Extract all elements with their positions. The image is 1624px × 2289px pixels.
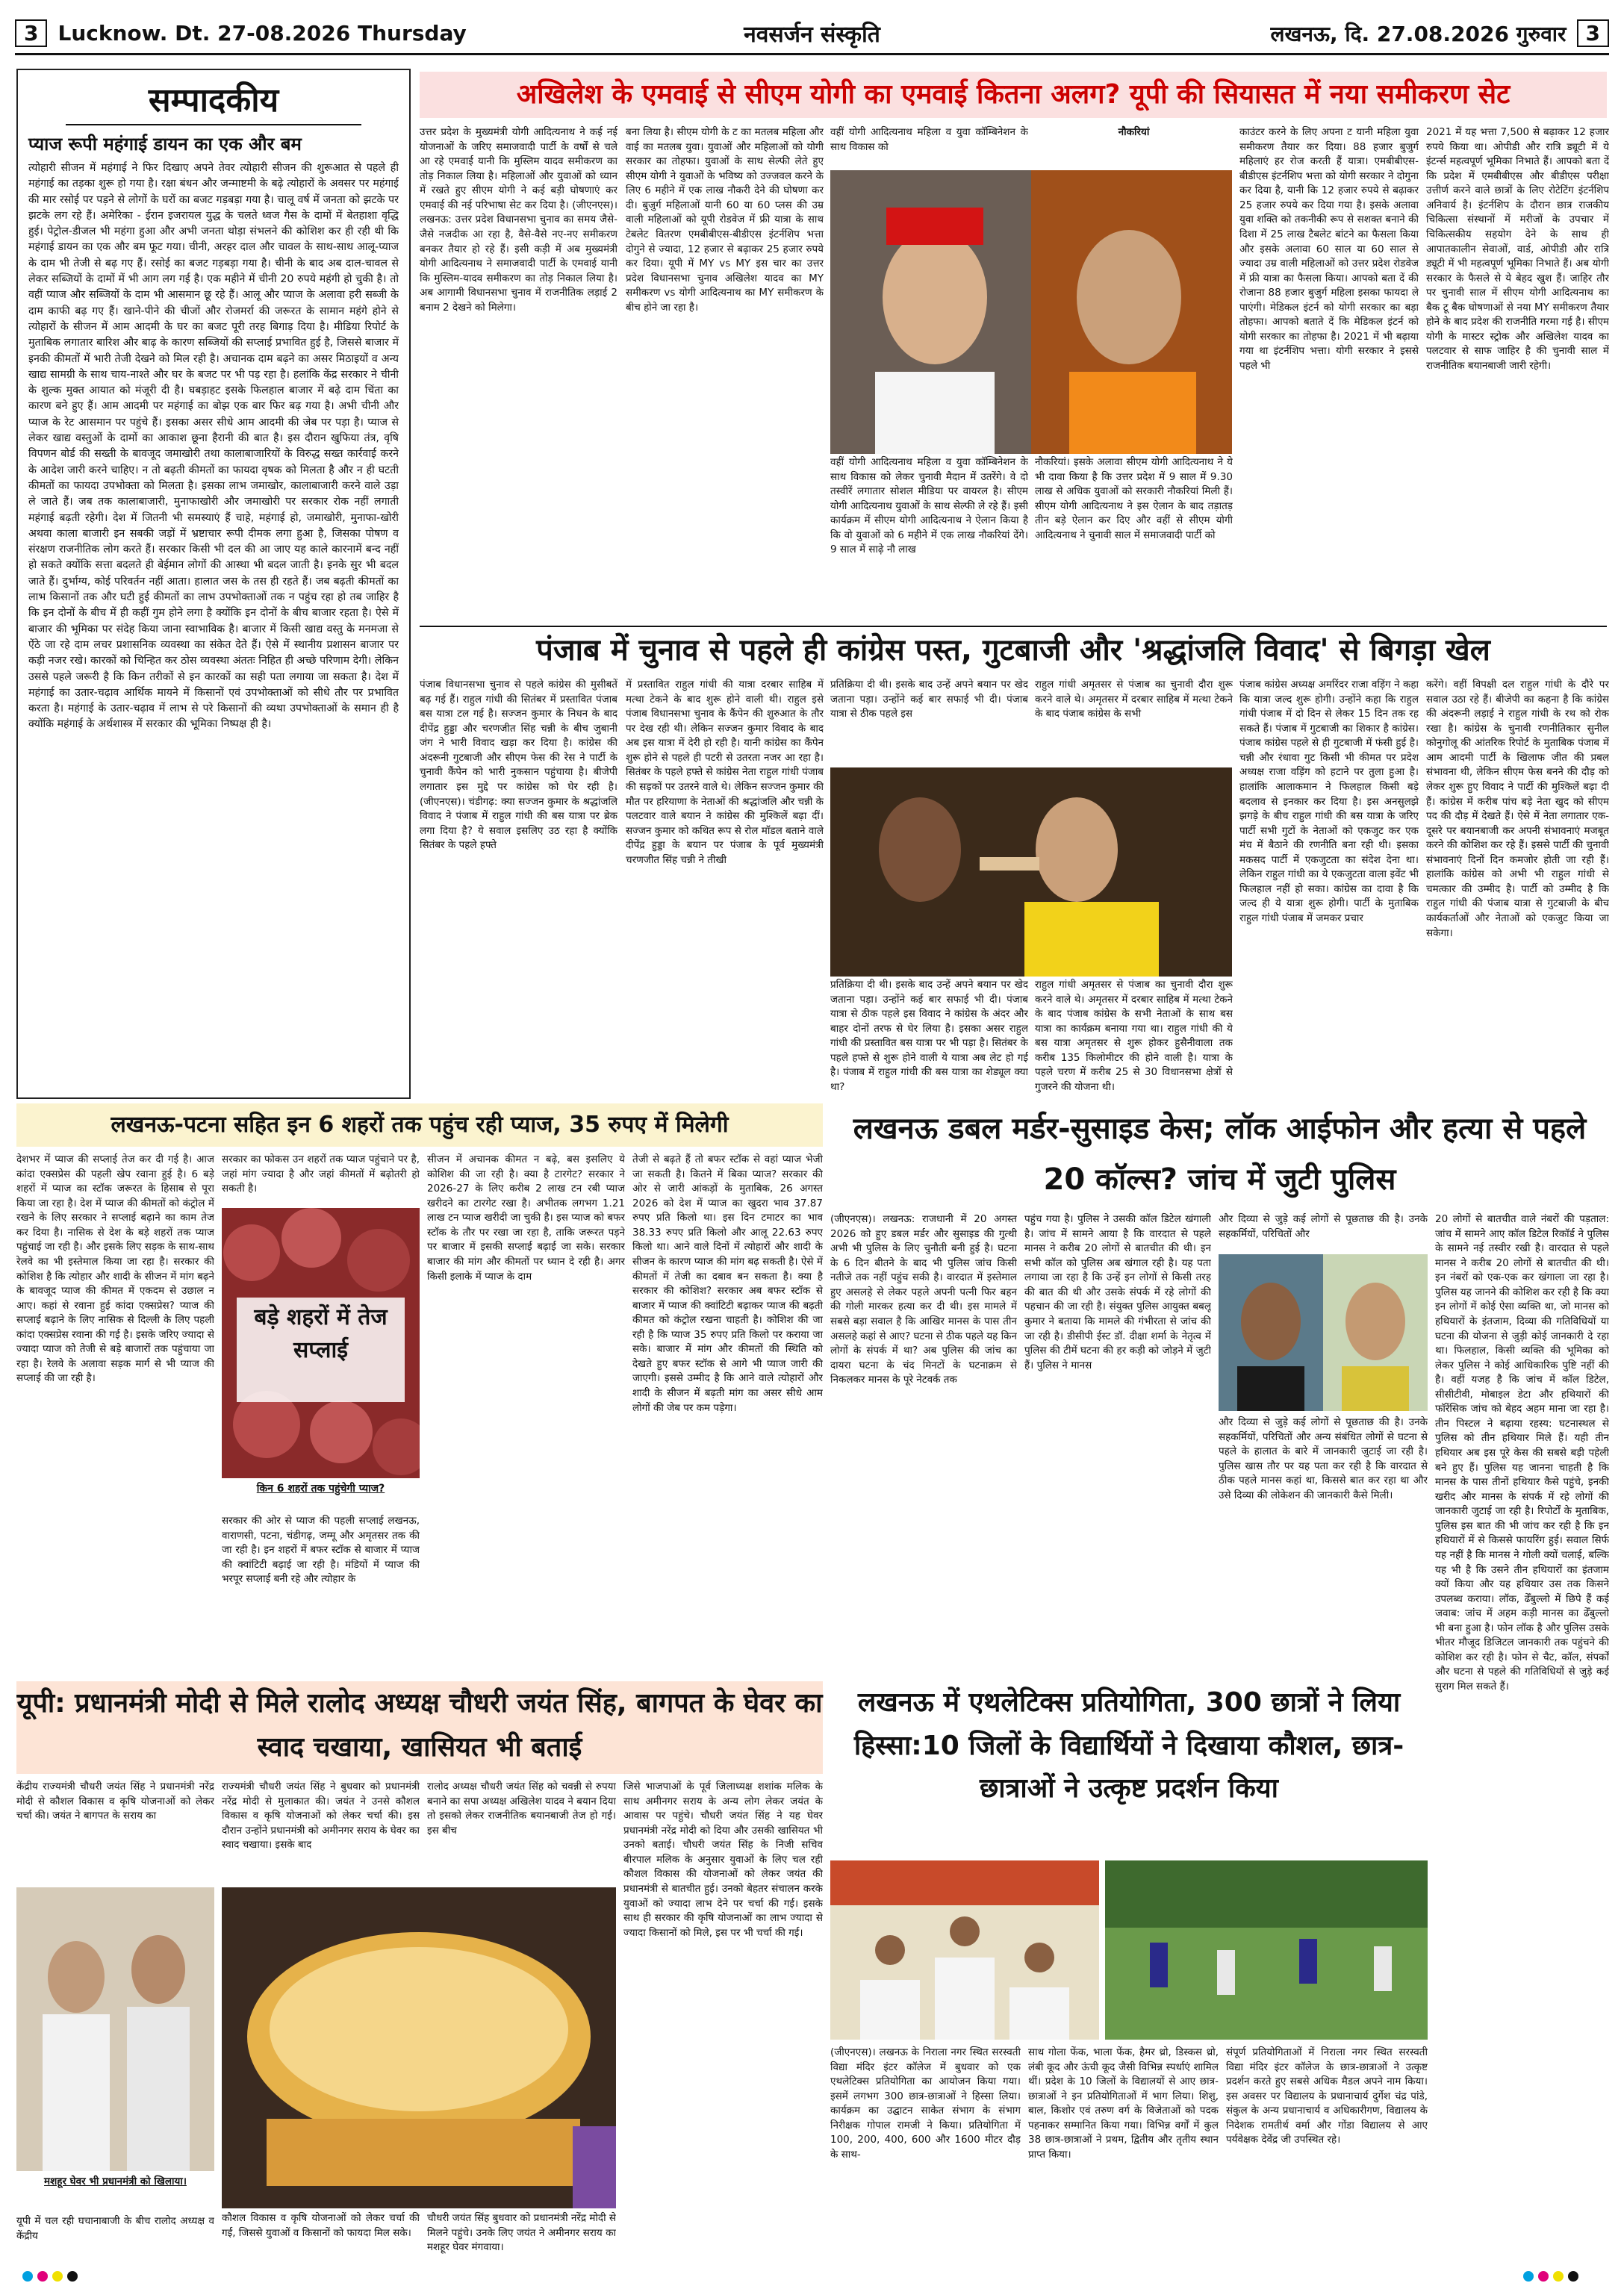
date-english: Lucknow. Dt. 27-08.2026 Thursday — [57, 21, 467, 46]
headline-murder: लखनऊ डबल मर्डर-सुसाइड केस; लॉक आईफोन और हत्या से पहले 20 कॉल्स? जांच में जुटी पुलिस — [853, 1112, 1587, 1197]
jayant-col-3b: चौधरी जयंत सिंह बुधवार को प्रधानमंत्री नरेंद्र मोदी से मिलने पहुंचे। उनके लिए जयंत ने अमीनगर सराय का मशहूर घेवर मंगवाया। — [427, 2212, 616, 2254]
photo-ghevar — [222, 1887, 616, 2208]
headline-akhilesh: अखिलेश के एमवाई से सीएम योगी का एमवाई कितना अलग? यूपी की सियासत में नया समीकरण सेट — [420, 72, 1607, 118]
punjab-col-4-top: राहुल गांधी अमृतसर से पंजाब का चुनावी दौरा शुरू करने वाले थे। अमृतसर में दरबार साहिब में मत्था टेकने के बाद पंजाब कांग्रेस के सभी — [1035, 679, 1233, 720]
onion-col-2b: सरकार की ओर से प्याज की पहली सप्लाई लखनऊ, वाराणसी, पटना, चंडीगढ़, जम्मू और अमृतसर तक की जा रही है। इन शहरों में बफर स्टॉक से बाजार में प्याज की क्वांटिटी बढ़ाई जा रही है। मंडियों में प्याज की भरपूर सप्लाई बनी रहे और त्योहार के — [222, 1515, 420, 1586]
photo-athletics-field — [1105, 1860, 1428, 2040]
murder-col-4: 20 लोगों से बातचीत वाले नंबरों की पड़ताल: जांच में सामने आए कॉल डिटेल रिकॉर्ड ने पुलिस के सामने नई तस्वीर रखी है। वारदात से पहले मानस ने करीब 20 लोगों से बातचीत की थी। इन नंबरों को एक-एक कर खंगाला जा रहा है। पुलिस यह जानने की कोशिश कर रही है कि क्या इन लोगों में कोई ऐसा व्यक्ति था, जो मानस को हथियारों के इंतजाम, दिव्या की गतिविधियों या घटना की योजना से जुड़ी कोई जानकारी दे रहा था। फिलहाल, किसी व्यक्ति की भूमिका को लेकर पुलिस ने कोई आधिकारिक पुष्टि नहीं की है। वहीं यजह है कि जांच में कॉल डिटेल, सीसीटीवी, मोबाइल डेटा और हथियारों की फॉरेंसिक जांच को बेहद अहम माना जा रहा है। तीन पिस्टल ने बढ़ाया रहस्य: घटनास्थल से पुलिस को तीन हथियार मिले हैं। यही तीन हथियार अब इस पूरे केस की सबसे बड़ी पहेली बने हुए हैं। पुलिस यह जानना चाहती है कि मानस के पास तीनों हथियार कैसे पहुंचे, इनकी खरीद और मानस के संपर्क में रहे लोगों की जानकारी जुटाई जा रही है। रिपोर्टों के मुताबिक, पुलिस इस बात की भी जांच कर रही है कि इन हथियारों में से किससे फायरिंग हुई। सवाल सिर्फ यह नहीं है कि मानस ने गोली क्यों चलाई, बल्कि यह भी है कि उसने तीन हथियारों का इंतजाम क्यों किया और यह हथियार उस तक किसने उपलब्ध कराया। लॉक, ढेँबुल्लो में छिपे हैं कई जवाब: जांच में अहम कड़ी मानस का ढेँबुल्लो भी बना हुआ है। फोन लॉक है और पुलिस उसके भीतर मौजूद डिजिटल जानकारी तक पहुंचने की कोशिश कर रही है। फोन से चैट, कॉल, संपर्कों और घटना से पहले की गतिविधियों से जुड़े कई सुराग मिल सकते हैं। — [1435, 1213, 1609, 1692]
jayant-col-2b: कौशल विकास व कृषि योजनाओं को लेकर चर्चा की गई, जिससे युवाओं व किसानों को फायदा मिल सके। — [222, 2212, 420, 2239]
jayant-col-2: राज्यमंत्री चौधरी जयंत सिंह ने बुधवार को प्रधानमंत्री नरेंद्र मोदी से मुलाकात की। जयंत ने उनसे कौशल विकास व कृषि योजनाओं को लेकर चर्चा की। इस दौरान उन्होंने प्रधानमंत्री को अमीनगर सराय के घेवर का स्वाद चखाया। इसके बाद — [222, 1781, 420, 1852]
athletics-col-1: (जीएनएस)। लखनऊ के निराला नगर स्थित सरस्वती विद्या मंदिर इंटर कॉलेज में बुधवार को एक एथलेटिक्स प्रतियोगिता का आयोजन किया गया। इसमें लगभग 300 छात्र-छात्राओं ने हिस्सा लिया। कार्यक्रम का उद्घाटन साकेत संभाग के संभाग निरीक्षक गोपाल रामजी ने किया। प्रतियोगिता में 100, 200, 400, 600 और 1600 मीटर दौड़ के साथ- — [830, 2046, 1021, 2161]
editorial-label: सम्पादकीय — [66, 76, 361, 125]
akhilesh-col-3: वहीं योगी आदित्यनाथ महिला व युवा कॉम्बिनेशन के साथ विकास को लेकर चुनावी मैदान में उतरेंगे। वे दो तस्वीरें लगातार सोशल मीडिया पर वायरल है। सीएम योगी आदित्यनाथ युवाओं के साथ सेल्फी ले रहे हैं। इसी कार्यक्रम में सीएम योगी आदित्यनाथ ने ऐलान किया है कि वो युवाओं को 6 महीने में एक लाख नौकरियां देंगे। 9 साल में साढ़े नौ लाख — [830, 456, 1028, 556]
onion-col-4: तेजी से बढ़ते हैं तो बफर स्टॉक से वहां प्याज भेजी जा सकती है। कितने में बिका प्याज? सरकार की ओर से जारी आंकड़ों के मुताबिक, 26 अगस्त 2026 को देश में प्याज का खुदरा भाव 37.87 रुपए प्रति किलो था। इस दिन टमाटर का भाव 38.33 रुपए प्रति किलो और आलू 22.63 रुपए किलो था। आने वाले दिनों में त्योहारों और शादी के सीजन के कारण प्याज की मांग बढ़ सकती है। ऐसे में कीमतों में तेजी का दबाव बन सकता है। क्या है सरकार की कोशिश? सरकार अब बफर स्टॉक से बाजार में प्याज की क्वांटिटी बढ़ाकर प्याज की बढ़ती कीमत को कंट्रोल रखना चाहती है। कोशिश की जा रही है कि प्याज 35 रुपए प्रति किलो पर कराया जा सके। बाजार में मांग और कीमतों की स्थिति को देखते हुए बफर स्टॉक से आगे भी प्याज जारी की जाएगी। इससे उम्मीद है कि आने वाले त्योहारों और शादी के सीजन में बढ़ती मांग का असर सीधे आम लोगों की जेब पर कम पड़ेगा। — [632, 1153, 823, 1414]
murder-col-1: (जीएनएस)। लखनऊ: राजधानी में 20 अगस्त 2026 को हुए डबल मर्डर और सुसाइड की गुत्थी अभी भी पुलिस के लिए चुनौती बनी हुई है। घटना के 6 दिन बीतने के बाद भी पुलिस जांच किसी नतीजे तक नहीं पहुंच सकी है। वारदात में इस्तेमाल हुए असलहे से लेकर पहले अपनी पत्नी फिर बहन की गोली मारकर हत्या कर दी थी। इस मामले में सबसे बड़ा सवाल है कि आखिर मानस के पास तीन असलहे कहां से आए? घटना से ठीक पहले यह किन लोगों के संपर्क में था? अब पुलिस की जांच का दायरा घटना के चंद मिनटों के घटनाक्रम से निकलकर मानस के पूरे नेटवर्क तक — [830, 1213, 1017, 1386]
headline-punjab: पंजाब में चुनाव से पहले ही कांग्रेस पस्त, गुटबाजी और 'श्रद्धांजलि विवाद' से बिगड़ा खेल — [420, 626, 1607, 672]
akhilesh-col-5: काउंटर करने के लिए अपना ट यानी महिला युवा समीकरण तैयार कर दिया। 88 हजार बुजुर्ग महिलाएं हर रोज करती हैं यात्रा। एमबीबीएस-बीडीएस इंटर्नशिप भत्ता को योगी सरकार ने दोगुना कर दिया है, यानी कि 12 हजार रुपये से बढ़ाकर 25 हजार रुपये कर दिया गया है। इसके अलावा युवा शक्ति को तकनीकी रूप से सशक्त बनाने की दिशा में 25 लाख टैबलेट बांटने का फैसला किया और इसके अलावा 60 साल या 60 साल से ज्यादा उम्र वाली महिलाओं को उत्तर प्रदेश रोडवेज में फ्री यात्रा का फैसला किया। आपको बता दें की रोजाना 88 हजार बुजुर्ग महिला इसका फायदा ले पाएंगी। मेडिकल इंटर्न को योगी सरकार का बड़ा तोहफा। आपको बताते दें कि मेडिकल इंटर्न को योगी सरकार का तोहफा है। 2021 में भी बढ़ाया गया था इंटर्नशिप भत्ता। योगी सरकार ने इससे पहले भी — [1239, 126, 1419, 372]
photo-murder-victims — [1219, 1254, 1428, 1411]
registration-marks-left — [22, 2271, 112, 2282]
headline-onion: लखनऊ-पटना सहित इन 6 शहरों तक पहुंच रही प्याज, 35 रुपए में मिलेगी — [16, 1103, 823, 1147]
editorial-box — [16, 69, 411, 1099]
page-number-right: 3 — [1577, 19, 1609, 47]
akhilesh-col-3-top: वहीं योगी आदित्यनाथ महिला व युवा कॉम्बिनेशन के साथ विकास को — [830, 126, 1028, 153]
punjab-col-3-top: प्रतिक्रिया दी थी। इसके बाद उन्हें अपने बयान पर खेद जताना पड़ा। उन्होंने कई बार सफाई भी दी। पंजाब यात्रा से ठीक पहले इस — [830, 679, 1028, 720]
date-hindi: लखनऊ, दि. 27.08.2026 गुरुवार — [1270, 21, 1567, 46]
athletics-col-2: साथ गोला फेंक, भाला फेंक, हैमर थ्रो, डिस्कस थ्रो, लंबी कूद और ऊंची कूद जैसी विभिन्न स्पर्धाएं शामिल थीं। प्रदेश के 10 जिलों के विद्यालयों से आए छात्र-छात्राओं ने इन प्रतियोगिताओं में भाग लिया। शिशु, बाल, किशोर एवं तरुण वर्ग के विजेताओं को पदक पहनाकर सम्मानित किया गया। विभिन्न वर्गों में कुल 38 छात्र-छात्राओं ने प्रथम, द्वितीय और तृतीय स्थान प्राप्त किया। — [1028, 2046, 1219, 2161]
headline-athletics: लखनऊ में एथलेटिक्स प्रतियोगिता, 300 छात्रों ने लिया हिस्सा:10 जिलों के विद्यार्थियों ने दिखाया कौशल, छात्र-छात्राओं ने उत्कृष्ट प्रदर्शन किया — [853, 1687, 1404, 1804]
jayant-col-1b: यूपी में चल रही घचानाबाजी के बीच रालोद अध्यक्ष व केंद्रीय — [16, 2215, 214, 2242]
akhilesh-col-2: बना लिया है। सीएम योगी के ट का मतलब महिला और वाई का मतलब युवा। युवाओं और महिलाओं को योगी सरकार का तोहफा। युवाओं के साथ सेल्फी लेते हुए सीएम योगी ने युवाओं के भविष्य को उज्जवल करने के लिए 6 महीने में एक लाख नौकरी देने की घोषणा कर दी। बुजुर्ग महिलाओं यानी 60 या 60 प्लस की उम्र वाली महिलाओं को यूपी रोडवेज में फ्री यात्रा के साथ टेबलेट वितरण एमबीबीएस-बीडीएस इंटर्नशिप भत्ता दोगुने से ज्यादा, 12 हजार से बढ़ाकर 25 हजार रुपये कर दिया। यूपी में MY vs MY इस चार का उत्तर प्रदेश विधानसभा चुनाव अखिलेश यादव का MY समीकरण vs योगी आदित्यनाथ का MY समीकरण के बीच होने जा रहा है। — [626, 126, 824, 314]
photo-modi-jayant — [16, 1887, 214, 2171]
akhilesh-col-1: उत्तर प्रदेश के मुख्यमंत्री योगी आदित्यनाथ ने कई नई योजनाओं के जरिए समाजवादी पार्टी के वर्षों से चले आ रहे एमवाई यानी कि मुस्लिम यादव समीकरण का तोड़ निकाल लिया है। महिलाओं और युवाओं को ध्यान में रखते हुए सीएम योगी ने कई बड़ी घोषणाएं कर एमवाई की नई परिभाषा सेट कर दिया है। (जीएनएस)। लखनऊ: उत्तर प्रदेश विधानसभा चुनाव का समय जैसे-जैसे नजदीक आ रहा है, वैसे-वैसे नए-नए समीकरण बनकर तैयार हो रहे हैं। इसी कड़ी में अब मुख्यमंत्री योगी आदित्यनाथ ने समाजवादी पार्टी के एमवाई यानी कि मुस्लिम-यादव समीकरण का तोड़ निकाल लिया है। अब आगामी विधानसभा चुनाव में राजनीतिक लड़ाई 2 बनाम 2 देखने को मिलेगा। — [420, 126, 617, 314]
athletics-col-3: संपूर्ण प्रतियोगिताओं में निराला नगर स्थित सरस्वती विद्या मंदिर इंटर कॉलेज के छात्र-छात्राओं ने उत्कृष्ट प्रदर्शन करते हुए सबसे अधिक मैडल अपने नाम किया। इस अवसर पर विद्यालय के प्रधानाचार्य दुर्गेश चंद्र पांडे, संकुल के अन्य प्रधानाचार्य व अधिकारीगण, विद्यालय के निदेशक रामतीर्थ वर्मा और गोंडा विद्यालय से आए पर्यवेक्षक देवेंद्र जी उपस्थित रहे। — [1226, 2046, 1428, 2146]
onion-subheading-cities: किन 6 शहरों तक पहुंचेगी प्याज? — [256, 1483, 385, 1495]
onion-col-1: देशभर में प्याज की सप्लाई तेज कर दी गई है। आज कांदा एक्सप्रेस की पहली खेप रवाना हुई है। 6 बड़े शहरों में प्याज का स्टॉक जरूरत के हिसाब से पूरा किया जा रहा है। देश में प्याज की कीमतों को कंट्रोल में रखने के लिए सरकार ने सप्लाई बढ़ाने का काम तेज कर दिया है। नासिक से देश के बड़े शहरों तक प्याज पहुंचाई जा रही है। और इसके लिए सड़क के साथ-साथ रेलवे का भी इस्तेमाल किया जा रहा है। सरकार की कोशिश है कि त्योहार और शादी के सीजन में मांग बढ़ने के बावजूद प्याज की कीमत में एकदम से उछाल न आए। कहां से रवाना हुई कांदा एक्सप्रेस? प्याज की सप्लाई बढ़ाने के लिए नासिक से दिल्ली के लिए पहली कांदा एक्सप्रेस रवाना की गई है। इसके जरिए ज्यादा से ज्यादा प्याज को तेजी से बड़े बाजारों तक पहुंचाया जा रहा है। रेलवे के अलावा सड़क मार्ग से भी प्याज की सप्लाई की जा रही है। — [16, 1153, 214, 1385]
photo-athletics-podium — [830, 1860, 1099, 2040]
newspaper-name: नवसर्जन संस्कृति — [744, 22, 880, 48]
punjab-col-2: में प्रस्तावित राहुल गांधी की यात्रा दरबार साहिब में मत्था टेकने के बाद शुरू होने वाली थी। राहुल इसे पंजाब विधानसभा चुनाव के कैंपेन की शुरुआत के तौर पर देख रही थी। लेकिन सज्जन कुमार विवाद के बाद अब इस यात्रा में देरी हो रही है। यानी कांग्रेस का कैंपेन शुरू होने से पहले ही पटरी से उतरता नजर आ रहा है। सितंबर के पहले हफ्ते से कांग्रेस नेता राहुल गांधी पंजाब की सड़कों पर उतरने वाले थे। लेकिन सज्जन कुमार की मौत पर हरियाणा के नेताओं की श्रद्धांजलि और चन्नी के पलटवार वाले बयान ने कांग्रेस की मुश्किलें बढ़ा दीं। सज्जन कुमार को कथित रूप से रोल मॉडल बताने वाले दीपेंद्र हुड्डा के बयान पर पंजाब के पूर्व मुख्यमंत्री चरणजीत सिंह चन्नी ने तीखी — [626, 679, 824, 866]
jayant-col-1: केंद्रीय राज्यमंत्री चौधरी जयंत सिंह ने प्रधानमंत्री नरेंद्र मोदी से कौशल विकास व कृषि योजनाओं को लेकर चर्चा की। जयंत ने बागपत के सराय का — [16, 1781, 214, 1822]
editorial-body: त्योहारी सीजन में महंगाई ने फिर दिखाए अपने तेवर त्योहारी सीजन की शुरूआत से पहले ही महंगाई का तड़का शुरू हो गया है। रक्षा बंधन और जन्माष्टमी के बढ़े त्योहारों के अवसर पर महंगाई की मार रसोई पर पड़ने से लोगों के घरों का बजट गड़बड़ा गया है। चालू वर्ष में जनता को झटके पर झटके लग रहे हैं। अमेरिका - ईरान इजरायल युद्ध के चलते ध्वज गैस के दामों में बेतहाशा वृद्धि हुई। पेट्रोल-डीजल भी महंगा हुआ और अभी जनता थोड़ा संभलने की कोशिश कर ही रही थी कि महंगाई डायन का एक और बम फूट गया। चीनी, अरहर दाल और चावल के साथ-साथ आलू-प्याज के दाम भी तेजी से बढ़ गए हैं। रसोई का बजट गड़बड़ा गया है। चीनी के बाद अब दाल-चावल से लेकर सब्जियों के दामों में भी आग लग गई है। एक महीने में चीनी 20 रुपये महंगी हो चुकी है। तो वहीं प्याज और सब्जियों के दाम भी आसमान छू रहे हैं। आलू और प्याज के अलावा हरी सब्जी के दाम काफी बढ़ गए हैं। खाने-पीने की चीजों और रोजमर्रा की जरूरत के सामान महंगे होने से त्योहारों के सीजन में आम आदमी के घर का बजट पूरी तरह बिगाड़ दिया है। मीडिया रिपोर्ट के मुताबिक लगातार बारिश और बाढ़ के कारण सब्जियों की सप्लाई प्रभावित हुई है, जिससे बाजार में इनकी कीमतों में भारी तेजी देखने को मिल रही है। अचानक दाम बढ़ने का असर मिठाइयों व अन्य खाद्य सामग्री के साथ चाय-नाश्ते और घर के बजट पर भी पड़ रहा है। हलांकि केंद्र सरकार ने चीनी के शुल्क मुक्त आयात को मंजूरी दी है। घबड़ाहट इसके फिलहाल बाजार में बढ़े दाम चिंता का कारण बने हुए हैं। आम आदमी पर महंगाई का बोझ एक बार फिर बढ़ गया है। अभी चीनी और प्याज के रेट आसमान पर पहुंचे हैं। इसका असर सीधे आम आदमी की जेब पर पड़ा है। प्याज से लेकर खाद्य वस्तुओं के दामों का आकाश छूना हैरानी की बात है। इस दौरान खुफिया तंत्र, वृषि विपणन बोर्ड की सख्ती के बावजूद जमाखोरी तथा कालाबाजारियों के विरुद्ध सख्त कार्रवाई करने के आदेश जारी करने चाहिए। न तो बढ़ती कीमतों का फायदा वृषक को मिलता है और न ही घटती कीमतों का फायदा उपभोक्ता को मिलता है। इसका लाभ जमाखोर, कालाबाजारी करने वाले उड़ा ले जाते हैं। जब तक कालाबाजारी, मुनाफाखोरी और जमाखोरी पर सरकार रोक नहीं लगाती महंगाई बढ़ती रहेगी। देश में जितनी भी समस्याएं हैं चाहे, महंगाई हो, जमाखोरी, मुनाफा-खोरी अथवा काला बाजारी इन सबकी जड़ों में भ्रष्टाचार रूपी दीमक लगा हुआ है, जिसका पोषण व संरक्षण राजनीतिक लोग करते हैं। सरकार किसी भी दल की आ जाए यह काले कारनामें बन्द नहीं हो सकते क्योंकि सत्ता बदलते ही बेईमान लोगों की आस्था भी बदल जाती है। इनके सुर भी बदल जाते हैं। दुर्भाग्य, कोई परिवर्तन नहीं आता। हालात जस के तस ही रहते हैं। जब बढ़ती कीमतों का लाभ किसानों तक और घटी हुई कीमतों का लाभ उपभोक्ताओं तक न पहुंच रहा हो तब जाहिर है कि इन दोनों के बीच में ही कहीं गुम होने लगा है क्योंकि इन दोनों के बीच बाजार रहता है। ऐसे में बाजार की भूमिका पर संदेह किया जाना स्वाभाविक है। बाजार में किसी खाद्य वस्तु के मनमजा से ऐंठे जा रहे दाम लचर प्रशासनिक व्यवस्था का संकेत देते हैं। ऐसे में स्थानीय प्रशासन बाजार पर कड़ी नजर रखे। कारकों को चिन्हित कर ठोस व्यवस्था अंततः निहित ही अच्छे परिणाम देगी। लेकिन उससे पहले जरूरी है कि किन तरीकों से इन कारकों का सही पता लगाया जा सकता है। देश में महंगाई का उतार-चढ़ाव आर्थिक मायने में किसानों एवं उपभोक्ताओं को सीधे तौर पर प्रभावित करता है। महंगाई के उतार-चढ़ाव में लाभ से परे किसानों की व्यथा उपभोक्ताओं के समान ही है क्योंकि महंगाई के अर्थशास्त्र में सरकार की भूमिका निष्पक्ष ही है। — [28, 162, 399, 731]
punjab-col-4: राहुल गांधी अमृतसर से पंजाब का चुनावी दौरा शुरू करने वाले थे। अमृतसर में दरबार साहिब में मत्था टेकने के बाद पंजाब कांग्रेस के सभी नेताओं के साथ बस यात्रा का कार्यक्रम बनाया गया था। राहुल गांधी की ये बस यात्रा अमृतसर से शुरू होकर हुसैनीवाला तक करीब 135 किलोमीटर की होने वाली है। यात्रा के पहले चरण में करीब 25 से 30 विधानसभा क्षेत्रों से गुजरने की योजना थी। — [1035, 979, 1233, 1093]
punjab-col-6: करेंगे। वहीं विपक्षी दल राहुल गांधी के दौरे पर सवाल उठा रहे हैं। बीजेपी का कहना है कि कांग्रेस की अंदरूनी लड़ाई ने राहुल गांधी के रथ को रोक रखा है। कांग्रेस के चुनावी रणनीतिकार सुनील कोनुगोलू की आंतरिक रिपोर्ट के मुताबिक पंजाब में आम आदमी पार्टी के खिलाफ जीत की प्रबल संभावना थी, लेकिन सीएम फेस बनने की दौड़ को लेकर शुरू हुए विवाद ने पार्टी की मुश्किलें बढ़ा दी हैं। कांग्रेस में करीब पांच बड़े नेता खुद को सीएम पद की दौड़ में देखते हैं। ऐसे में नेता लगातार एक-दूसरे पर बयानबाजी कर अपनी संभावनाएं मजबूत करने की कोशिश कर रहे हैं। इससे पार्टी की चुनावी संभावनाएं दिनों दिन कमजोर होती जा रही हैं। हालांकि कांग्रेस को अभी भी राहुल गांधी से चमत्कार की उम्मीद है। पार्टी को उम्मीद है कि राहुल गांधी की पंजाब यात्रा से गुटबाजी के बीच कार्यकर्ताओं और नेताओं को एकजुट किया जा सकेगा। — [1426, 679, 1609, 939]
punjab-col-5: पंजाब कांग्रेस अध्यक्ष अमरिंदर राजा वड़िंग ने कहा कि यात्रा जल्द शुरू होगी। उन्होंने कहा कि राहुल गांधी पंजाब में दो दिन से लेकर 15 दिन तक रह सकते हैं। पंजाब में गुटबाजी का शिकार है कांग्रेस। पंजाब कांग्रेस पहले से ही गुटबाजी में फंसी हुई है। चन्नी और रंधावा गुट किसी भी कीमत पर प्रदेश अध्यक्ष राजा वड़िंग को हटाने पर तुला हुआ है। हालांकि आलाकमान ने फिलहाल किसी बड़े बदलाव से इनकार कर दिया है। इस अनसुलझे झगड़े के बीच राहुल गांधी की बस यात्रा के जरिए पार्टी सभी गुटों के नेताओं को एकजुट कर एक मंच में बैठाने की रणनीति बना रही थी। इसका मकसद पार्टी में एकजुटता का संदेश देना था। लेकिन राहुल गांधी का ये एकजुटता वाला इवेंट भी फिलहाल नहीं हो सका। कांग्रेस का दावा है कि जल्द ही ये यात्रा शुरू होगी। पार्टी के मुताबिक राहुल गांधी पंजाब में जमकर प्रचार — [1239, 679, 1419, 924]
onion-photo-caption: बड़े शहरों में तेज सप्लाई — [254, 1304, 388, 1363]
akhilesh-col-4-top: नौकरियां — [1118, 126, 1150, 138]
murder-col-3-top: और दिव्या से जुड़े कई लोगों से पूछताछ की है। उनके सहकर्मियों, परिचितों और — [1219, 1213, 1428, 1240]
punjab-col-1: पंजाब विधानसभा चुनाव से पहले कांग्रेस की मुसीबतें बढ़ गई हैं। राहुल गांधी की सितंबर में प्रस्तावित पंजाब बस यात्रा टल गई है। सज्जन कुमार के निधन के बाद दीपेंद्र हुड्डा और चरणजीत सिंह चन्नी के बीच जुबानी जंग ने भारी विवाद खड़ा कर दिया है। कांग्रेस की अंदरूनी गुटबाजी और सीएम फेस की रेस ने पार्टी के चुनावी कैंपेन को भारी नुकसान पहुंचाया है। बीजेपी लगातार इस मुद्दे पर कांग्रेस को घेर रही है। (जीएनएस)। चंडीगढ़: क्या सज्जन कुमार के श्रद्धांजलि विवाद ने पंजाब में राहुल गांधी की बस यात्रा पर ब्रेक लगा दिया है? ये सवाल इसलिए उठ रहा है क्योंकि सितंबर के पहले हफ्ते — [420, 679, 617, 852]
akhilesh-col-4: नौकरियां। इसके अलावा सीएम योगी आदित्यनाथ ने ये भी दावा किया है कि उत्तर प्रदेश में 9 साल में 9.30 लाख से अधिक युवाओं को सरकारी नौकरियां मिली हैं। सीएम योगी आदित्यनाथ ने इस ऐलान के बाद तड़ातड़ तीन बड़े ऐलान कर दिए और वहीं से सीएम योगी आदित्यनाथ ने चुनावी साल में समाजवादी पार्टी को — [1035, 456, 1233, 541]
photo-akhilesh-yogi — [830, 170, 1232, 454]
onion-col-3: सीजन में अचानक कीमत न बढ़े, बस इसलिए ये कोशिश की जा रही है। क्या है टारगेट? सरकार ने 2026-27 के लिए करीब 2 लाख टन रबी प्याज खरीदने का टारगेट रखा है। अभीतक लगभग 1.21 लाख टन प्याज खरीदी जा चुकी है। इस प्याज को बफर स्टॉक के तौर पर रखा जा रहा है, ताकि जरूरत पड़ने पर बाजार में इसकी सप्लाई बढ़ाई जा सके। सरकार बाजार की मांग और कीमतों पर ध्यान दे रही है। अगर किसी इलाके में प्याज के दाम — [427, 1153, 625, 1283]
headline-jayant: यूपी: प्रधानमंत्री मोदी से मिले रालोद अध्यक्ष चौधरी जयंत सिंह, बागपत के घेवर का स्वाद चखाया, खासियत भी बताई — [16, 1681, 823, 1774]
photo-onions — [222, 1208, 420, 1478]
editorial-title: प्याज रूपी महंगाई डायन का एक और बम — [28, 134, 302, 155]
onion-col-2: सरकार का फोकस उन शहरों तक प्याज पहुंचाने पर है, जहां मांग ज्यादा है और जहां कीमतों में बढ़ोतरी हो सकती है। — [222, 1153, 420, 1195]
akhilesh-col-6: 2021 में यह भत्ता 7,500 से बढ़ाकर 12 हजार रुपये किया था। ओपीडी और रात्रि ड्यूटी में ये इंटर्न्स महत्वपूर्ण भूमिका निभाते हैं। आपको बता दें कि प्रदेश में एमबीबीएस और बीडीएस परीक्षा उत्तीर्ण करने वाले छात्रों के लिए रोटेटिंग इंटर्नशिप अनिवार्य है। इंटर्नशिप के दौरान छात्र राजकीय चिकित्सा संस्थानों में मरीजों के उपचार में चिकित्सकीय सहयोग देने के साथ ही आपातकालीन सेवाओं, वार्ड, ओपीडी और रात्रि ड्यूटी में भी महत्वपूर्ण भूमिका निभाते हैं। अब योगी सरकार के फैसले से ये बेहद खुश हैं। जाहिर तौर पर चुनावी साल में सीएम योगी आदित्यनाथ का बैक टू बैक घोषणाओं से नया MY समीकरण तैयार होने के बाद प्रदेश की राजनीति गरमा गई है। सीएम योगी के मास्टर स्ट्रोक और अखिलेश यादव का पलटवार से साफ जाहिर है की चुनावी साल में राजनीतिक बयानबाजी जारी रहेगी। — [1426, 126, 1609, 372]
jayant-col-4: जिसे भाजपाओं के पूर्व जिलाध्यक्ष शशांक मलिक के साथ अमीनगर सराय के अन्य लोग लेकर जयंत के आवास पर पहुंचे। चौधरी जयंत सिंह ने यह घेवर प्रधानमंत्री नरेंद्र मोदी को दिया और उसकी खासियत भी उनको बताई। चौधरी जयंत सिंह के निजी सचिव बीरपाल मलिक के अनुसार युवाओं के लिए चल रही कौशल विकास की योजनाओं को लेकर जयंत की प्रधानमंत्री से बातचीत हुई। उनको बेहतर संचालन करके युवाओं को ज्यादा लाभ देने पर चर्चा की गई। इसके साथ ही सरकार की कृषि योजनाओं का लाभ ज्यादा से ज्यादा किसानों को मिले, इस पर भी चर्चा की गई। — [623, 1781, 823, 1939]
page-number-left: 3 — [15, 19, 47, 47]
murder-col-3: और दिव्या से जुड़े कई लोगों से पूछताछ की है। उनके सहकर्मियों, परिचितों और अन्य संबंधित लोगों से घटना से पहले के हालात के बारे में जानकारी जुटाई जा रही है। पुलिस खास तौर पर यह पता कर रही है कि वारदात से ठीक पहले मानस कहां था, किससे बात कर रहा था और उसे दिव्या की लोकेशन की जानकारी कैसे मिली। — [1219, 1416, 1428, 1501]
jayant-col-3: रालोद अध्यक्ष चौधरी जयंत सिंह को चवन्नी से रुपया बनाने का सपा अध्यक्ष अखिलेश यादव ने बयान दिया तो इसको लेकर राजनीतिक बयानबाजी तेज हो गई। इस बीच — [427, 1781, 616, 1837]
registration-marks-right — [1523, 2271, 1613, 2282]
murder-col-2: पहुंच गया है। पुलिस ने उसकी कॉल डिटेल खंगाली है। जांच में सामने आया है कि वारदात से पहले मानस ने करीब 20 लोगों से बातचीत की थी। इन सभी कॉल को पुलिस अब खंगाल रही है। यह पता लगाया जा रहा है कि उन्हें इन लोगों से किसी तरह की बात की थी और उसके संपर्क में रहे लोगों की पहचान की जा रही है। संयुक्त पुलिस आयुक्त बबलू कुमार ने बताया कि मामले की गंभीरता से जांच की जा रही है। डीसीपी ईस्ट डॉ. दीक्षा शर्मा के नेतृत्व में पुलिस की टीमें घटना की हर कड़ी को जोड़ने में जुटी हैं। पुलिस ने मानस — [1024, 1213, 1211, 1371]
jayant-photo-caption: मशहूर घेवर भी प्रधानमंत्री को खिलाया। — [44, 2176, 187, 2187]
masthead — [15, 13, 1609, 55]
punjab-col-3: प्रतिक्रिया दी थी। इसके बाद उन्हें अपने बयान पर खेद जताना पड़ा। उन्होंने कई बार सफाई भी दी। पंजाब यात्रा से ठीक पहले इस विवाद ने कांग्रेस के अंदर और बाहर दोनों तरफ से घेर लिया है। इसका असर राहुल गांधी की प्रस्तावित बस यात्रा पर भी पड़ा है। सितंबर के पहले हफ्ते से शुरू होने वाली ये यात्रा अब लेट हो गई है। पंजाब में राहुल गांधी की बस यात्रा का शेड्यूल क्या था? — [830, 979, 1028, 1093]
photo-rahul-gandhi — [830, 767, 1232, 977]
